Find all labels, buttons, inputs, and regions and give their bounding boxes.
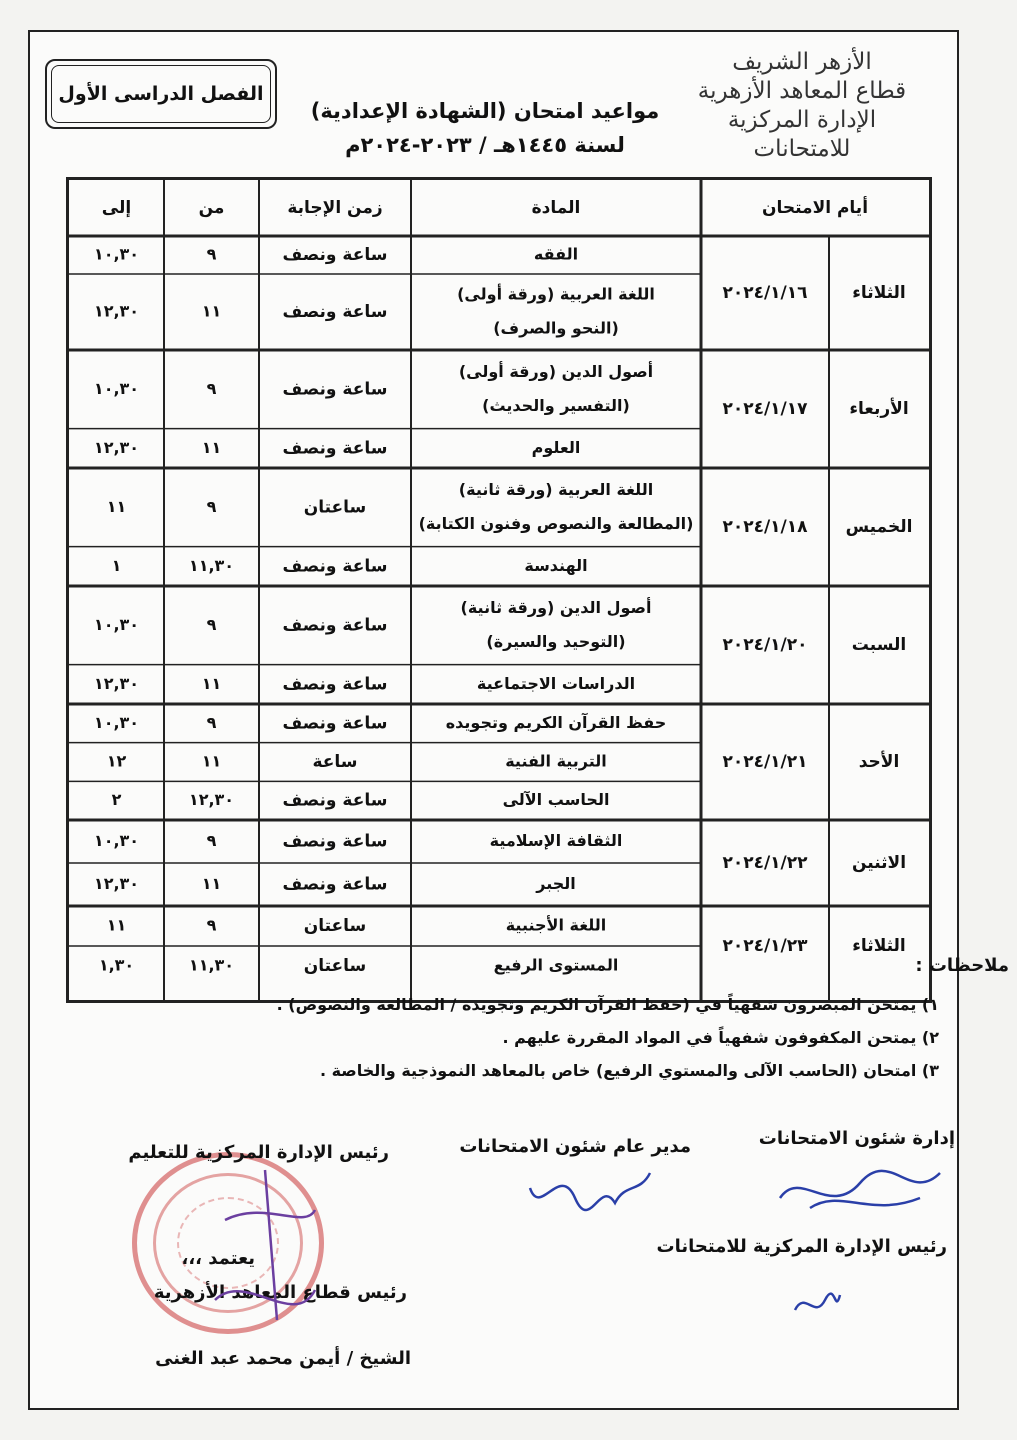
time-from-cell: ٩ (206, 915, 217, 935)
header-duration: زمن الإجابة (287, 198, 383, 218)
time-from-cell: ٩ (206, 378, 217, 398)
document-title (310, 94, 660, 162)
duration-cell: ساعتان (303, 497, 367, 518)
time-to-cell: ٢ (111, 790, 122, 810)
time-to-cell: ١١ (106, 496, 127, 516)
day-cell: الأربعاء (849, 399, 909, 419)
time-to-cell: ١ (111, 555, 122, 575)
date-cell: ٢٠٢٤/١/٢١ (722, 752, 808, 772)
central-head-exams-label: رئيس الإدارة المركزية للامتحانات (656, 1236, 947, 1257)
time-from-cell: ١١,٣٠ (188, 955, 235, 975)
organization-header (677, 48, 927, 164)
central-head-education-label: رئيس الإدارة المركزية للتعليم (128, 1142, 389, 1163)
duration-cell: ساعتان (303, 956, 367, 976)
time-from-cell: ١١ (201, 874, 222, 893)
subject-cell: حفظ القرآن الكريم وتجويده (445, 712, 667, 732)
time-to-cell: ١٢,٣٠ (93, 301, 140, 321)
subject-cell: (التفسير والحديث) (482, 395, 630, 415)
subject-cell: الحاسب الآلى (502, 790, 610, 810)
time-to-cell: ١٠,٣٠ (93, 378, 140, 398)
subject-cell: اللغة العربية (ورقة أولى) (457, 284, 655, 304)
duration-cell: ساعة ونصف (282, 831, 388, 852)
time-to-cell: ١٢,٣٠ (93, 874, 140, 893)
org-line-sector: قطاع المعاهد الأزهرية (697, 78, 907, 104)
duration-cell: ساعة (312, 752, 358, 772)
duration-cell: ساعة ونصف (282, 874, 388, 895)
time-from-cell: ١١ (201, 673, 222, 693)
time-to-cell: ١٢ (106, 751, 127, 771)
day-cell: الثلاثاء (852, 936, 906, 956)
time-to-cell: ١٢,٣٠ (93, 673, 140, 693)
time-to-cell: ١٠,٣٠ (93, 244, 140, 264)
time-to-cell: ١٠,٣٠ (93, 831, 140, 850)
day-cell: السبت (851, 635, 907, 655)
schedule-grid (69, 180, 929, 1000)
duration-cell: ساعة ونصف (282, 615, 388, 636)
time-from-cell: ١١ (201, 751, 222, 771)
subject-cell: (التوحيد والسيرة) (486, 631, 626, 651)
subject-cell: اللغة العربية (ورقة ثانية) (458, 479, 654, 499)
time-to-cell: ١٠,٣٠ (93, 712, 140, 732)
semester-label: الفصل الدراسى الأول (45, 59, 277, 129)
date-cell: ٢٠٢٤/١/٢٢ (722, 853, 808, 873)
org-line-azhar: الأزهر الشريف (732, 49, 872, 75)
date-cell: ٢٠٢٤/١/١٧ (722, 399, 808, 419)
subject-cell: التربية الفنية (505, 751, 607, 771)
subject-cell: الثقافة الإسلامية (489, 831, 623, 850)
subject-cell: الهندسة (524, 555, 588, 575)
signature-exam-admin (770, 1158, 950, 1228)
day-cell: الاثنين (851, 853, 907, 873)
time-from-cell: ١١,٣٠ (188, 555, 235, 575)
date-cell: ٢٠٢٤/١/١٦ (722, 283, 808, 303)
notes-section (129, 955, 1009, 1087)
time-to-cell: ١٢,٣٠ (93, 437, 140, 457)
time-from-cell: ١١ (201, 301, 222, 321)
signature-exams-head (785, 1285, 845, 1325)
signature-general-director (520, 1158, 660, 1228)
subject-cell: أصول الدين (ورقة ثانية) (460, 597, 652, 617)
notes-heading: ملاحظات : (915, 955, 1009, 976)
duration-cell: ساعة ونصف (282, 245, 388, 265)
time-from-cell: ٩ (206, 244, 217, 264)
general-director-label: مدير عام شئون الامتحانات (459, 1136, 691, 1157)
sheikh-name-label: الشيخ / أيمن محمد عبد الغنى (155, 1348, 411, 1369)
subject-cell: (المطالعة والنصوص وفنون الكتابة) (418, 513, 694, 533)
subject-cell: أصول الدين (ورقة أولى) (458, 361, 654, 381)
header-from: من (198, 198, 225, 218)
header-to: إلى (101, 198, 132, 218)
duration-cell: ساعة ونصف (282, 790, 388, 811)
header-days: أيام الامتحان (761, 198, 869, 218)
day-cell: الثلاثاء (852, 283, 906, 303)
date-cell: ٢٠٢٤/١/٢٠ (722, 635, 808, 655)
duration-cell: ساعة ونصف (282, 556, 388, 577)
subject-cell: الجبر (536, 874, 576, 893)
date-cell: ٢٠٢٤/١/١٨ (722, 517, 808, 537)
time-to-cell: ١١ (106, 915, 127, 935)
subject-cell: المستوى الرفيع (493, 955, 619, 975)
duration-cell: ساعة ونصف (282, 674, 388, 695)
header-subject: المادة (531, 198, 581, 218)
note-item-3: ٣) امتحان (الحاسب الآلى والمستوي الرفيع) خاص بالمعاهد النموذجية والخاصة . (319, 1061, 939, 1080)
time-from-cell: ٩ (206, 712, 217, 732)
subject-cell: الدراسات الاجتماعية (476, 673, 636, 693)
duration-cell: ساعة ونصف (282, 713, 388, 734)
day-cell: الأحد (858, 752, 900, 772)
subject-cell: (النحو والصرف) (493, 318, 619, 338)
time-from-cell: ١٢,٣٠ (188, 790, 235, 810)
org-line-administration: الإدارة المركزية للامتحانات (727, 107, 877, 162)
day-cell: الخميس (845, 517, 913, 537)
time-from-cell: ١١ (201, 437, 222, 457)
signature-sector-head (205, 1160, 325, 1340)
duration-cell: ساعة ونصف (282, 302, 388, 322)
time-to-cell: ١,٣٠ (98, 955, 135, 975)
date-cell: ٢٠٢٤/١/٢٣ (722, 936, 808, 956)
subject-cell: الفقه (533, 244, 579, 264)
title-line-1: مواعيد امتحان (الشهادة الإعدادية) (310, 99, 660, 123)
note-item-2: ٢) يمتحن المكفوفون شفهياً في المواد المقررة عليهم . (502, 1028, 939, 1047)
title-line-2: لسنة ١٤٤٥هـ / ٢٠٢٣-٢٠٢٤م (345, 133, 625, 157)
subject-cell: العلوم (531, 437, 581, 457)
approved-label: يعتمد ،،، (181, 1248, 255, 1269)
duration-cell: ساعة ونصف (282, 379, 388, 400)
note-item-1: ١) يمتحن المبصرون شفهياً في (حفظ القرآن الكريم وتجويده / المطالعة والنصوص) . (276, 995, 939, 1014)
time-from-cell: ٩ (206, 496, 217, 516)
time-from-cell: ٩ (206, 614, 217, 634)
duration-cell: ساعتان (303, 916, 367, 936)
subject-cell: اللغة الأجنبية (505, 915, 607, 935)
time-from-cell: ٩ (206, 831, 217, 850)
exam-schedule-table (66, 177, 932, 1003)
duration-cell: ساعة ونصف (282, 438, 388, 459)
time-to-cell: ١٠,٣٠ (93, 614, 140, 634)
sector-head-label: رئيس قطاع المعاهد الأزهرية (153, 1282, 407, 1303)
exam-admin-label: إدارة شئون الامتحانات (758, 1128, 955, 1149)
